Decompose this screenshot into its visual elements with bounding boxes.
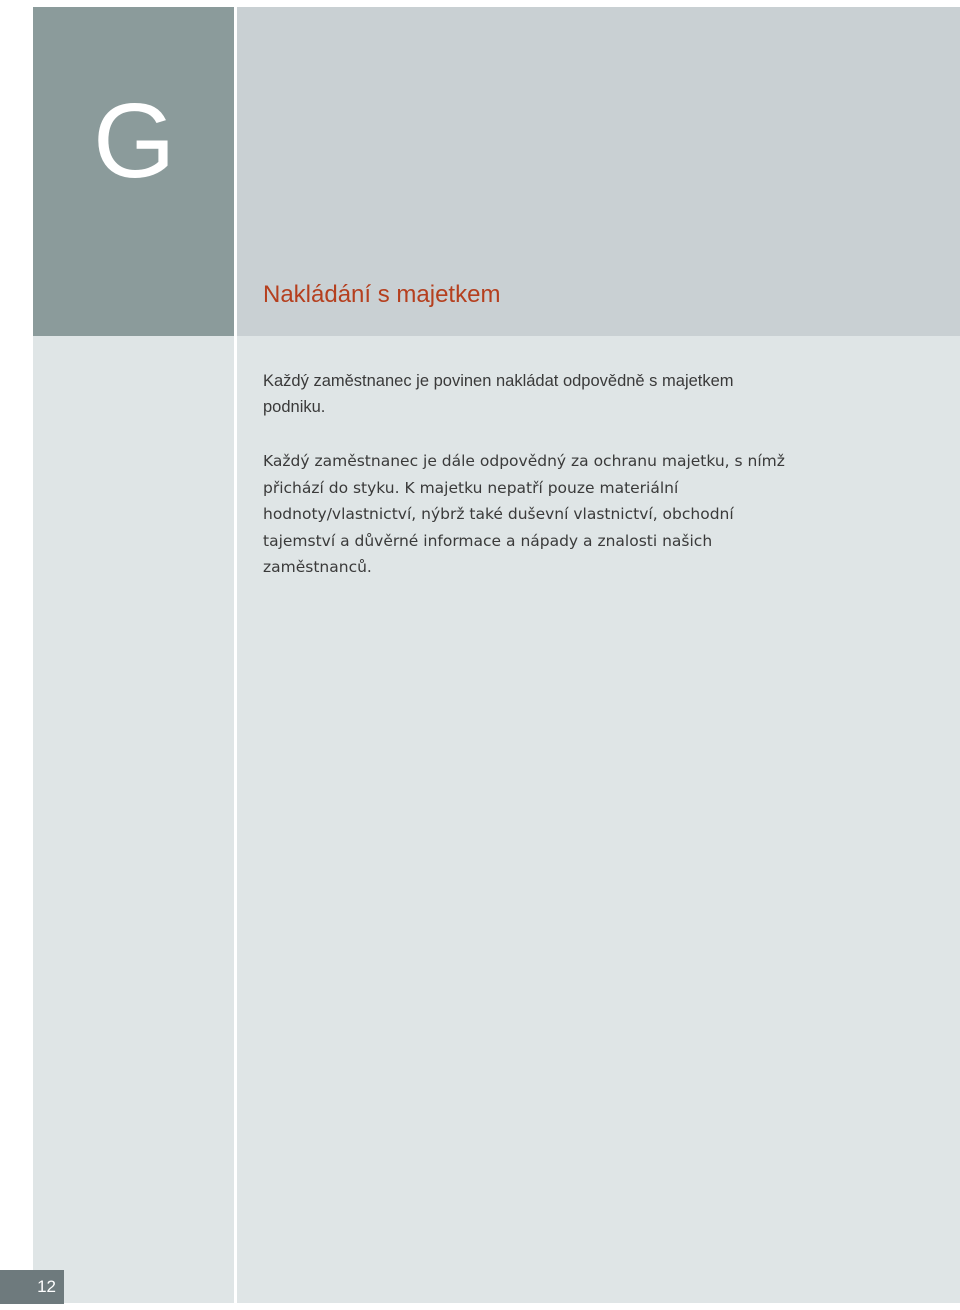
section-title: Nakládání s majetkem bbox=[263, 281, 501, 308]
paragraph-2: Každý zaměstnanec je dále odpovědný za ochranu majetku, s nímž přichází do styku. K majetku nepatří pouze materiální hodnoty/vlastnictví, nýbrž také duševní vlastnictví, obchodní tajemství a důvěrné informace a nápady a znalosti našich zaměstnanců. bbox=[263, 452, 785, 576]
left-margin-column bbox=[33, 336, 234, 1303]
page-number: 12 bbox=[0, 1270, 64, 1304]
paragraph-1: Každý zaměstnanec je povinen nakládat odpovědně s majetkem podniku. bbox=[263, 372, 734, 416]
section-letter: G bbox=[93, 82, 174, 200]
